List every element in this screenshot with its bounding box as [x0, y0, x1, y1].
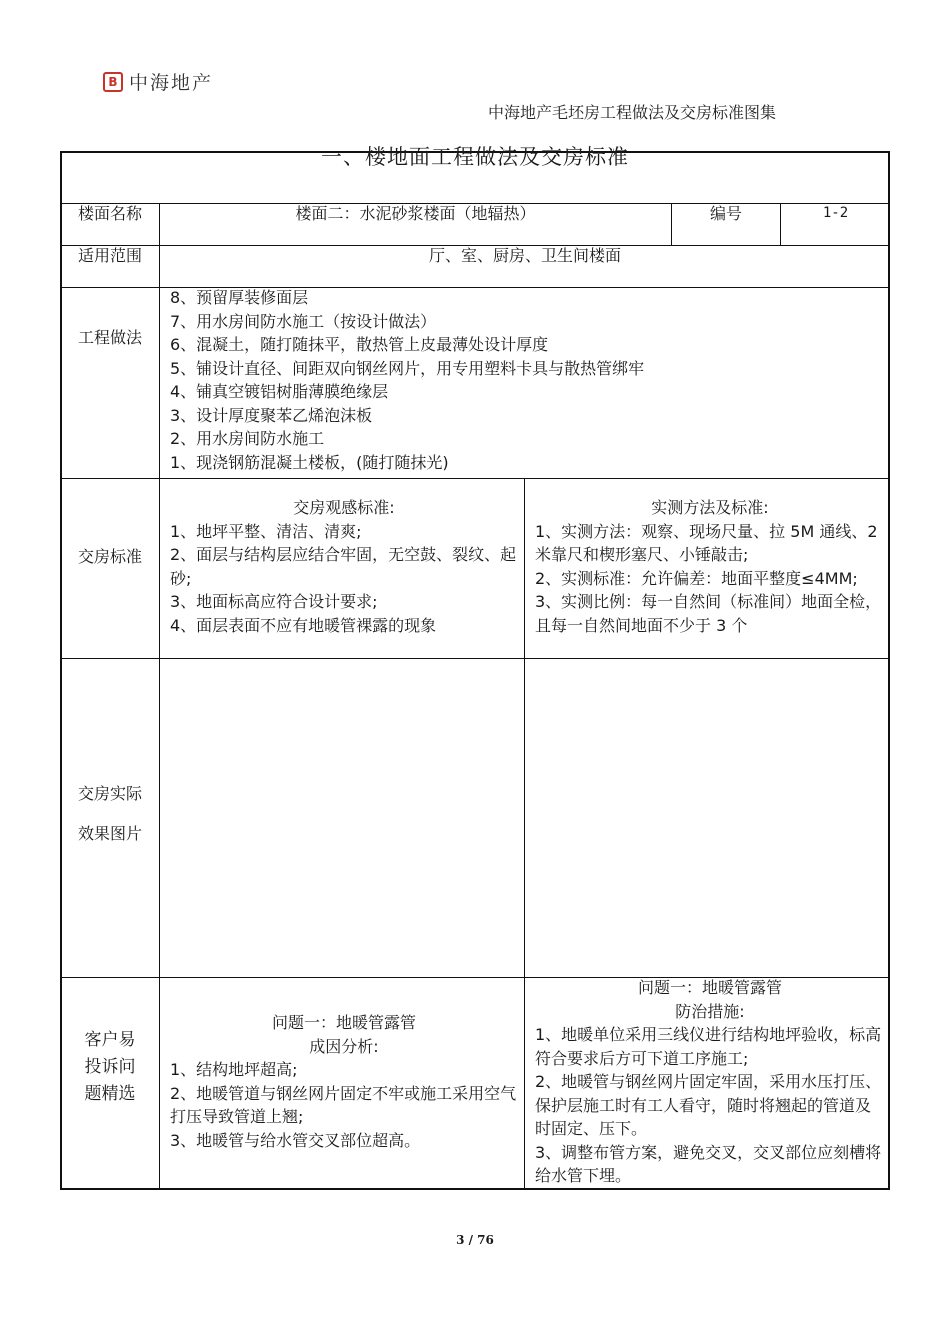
- complaint-title: 问题一：地暖管露管: [271, 1013, 416, 1032]
- cause-item: 2、地暖管道与钢丝网片固定不牢或施工采用空气打压导致管道上翘;: [170, 1083, 517, 1126]
- method-steps: [170, 286, 885, 474]
- floor-name-value: 楼面二：水泥砂浆楼面（地辐热）: [295, 204, 536, 223]
- standard-label: 交房标准: [77, 547, 142, 566]
- section-title: 一、楼地面工程做法及交房标准: [321, 145, 629, 169]
- cause-item: 1、结构地坪超高;: [170, 1060, 298, 1079]
- method-step: 8、预留厚装修面层: [170, 288, 309, 307]
- appearance-standard-item: 2、面层与结构层应结合牢固，无空鼓、裂纹、起砂;: [170, 545, 517, 588]
- appearance-standards: [170, 496, 518, 637]
- appearance-standard-item: 3、地面标高应符合设计要求;: [170, 592, 378, 611]
- complaint-measures: [535, 976, 885, 1188]
- logo-emblem: B: [103, 72, 123, 92]
- method-step: 2、用水房间防水施工: [170, 429, 325, 448]
- cause-item: 3、地暖管与给水管交叉部位超高。: [170, 1130, 421, 1150]
- scope-value: 厅、室、厨房、卫生间楼面: [428, 246, 621, 265]
- complaint-subtitle: 防治措施:: [675, 1001, 745, 1021]
- method-step: 4、铺真空镀铝树脂薄膜绝缘层: [170, 382, 389, 401]
- measurement-standards-title: 实测方法及标准:: [651, 498, 769, 517]
- method-step: 3、设计厚度聚苯乙烯泡沫板: [170, 405, 373, 425]
- complaints-label-line: 题精选: [84, 1084, 136, 1104]
- photos-label-line: 交房实际: [77, 784, 142, 803]
- code-value: 1-2: [822, 205, 849, 221]
- page-number: 3 / 76: [456, 1233, 494, 1247]
- complaints-label-line: 投诉问: [84, 1057, 136, 1077]
- scope-label: 适用范围: [77, 246, 142, 265]
- measure-item: 3、调整布管方案，避免交叉，交叉部位应刻槽将给水管下埋。: [535, 1142, 882, 1185]
- photos-label-line: 效果图片: [77, 824, 142, 843]
- method-step: 7、用水房间防水施工（按设计做法）: [170, 311, 437, 331]
- photo-placeholder-right: [525, 659, 890, 977]
- company-logo: [103, 68, 213, 95]
- method-label: 工程做法: [77, 328, 142, 347]
- complaints-label: [60, 1027, 160, 1108]
- table-rule: [60, 478, 890, 479]
- complaint-causes: [170, 1011, 518, 1152]
- method-step: 6、混凝土，随打随抹平，散热管上皮最薄处设计厚度: [170, 335, 549, 354]
- appearance-standard-item: 4、面层表面不应有地暖管裸露的现象: [170, 615, 437, 635]
- measure-item: 2、地暖管与钢丝网片固定牢固，采用水压打压、保护层施工时有工人看守，随时将翘起的管道及时固定、压下。: [535, 1072, 882, 1138]
- measurement-standard-item: 2、实测标准：允许偏差：地面平整度≤4MM;: [535, 568, 858, 588]
- measure-item: 1、地暖单位采用三线仪进行结构地坪验收，标高符合要求后方可下道工序施工;: [535, 1025, 882, 1068]
- logo-text: 中海地产: [129, 72, 214, 94]
- photos-label: [60, 774, 160, 854]
- complaint-title: 问题一：地暖管露管: [637, 978, 782, 997]
- document-header: 中海地产毛坯房工程做法及交房标准图集: [488, 103, 777, 122]
- method-step: 1、现浇钢筋混凝土楼板，(随打随抹光): [170, 452, 449, 472]
- appearance-standard-item: 1、地坪平整、清洁、清爽;: [170, 521, 362, 541]
- floor-name-label: 楼面名称: [77, 204, 142, 223]
- complaints-label-line: 客户易: [84, 1030, 136, 1050]
- measurement-standard-item: 1、实测方法：观察、现场尺量、拉 5M 通线、2 米靠尺和楔形塞尺、小锤敲击;: [535, 521, 878, 564]
- measurement-standard-item: 3、实测比例：每一自然间（标准间）地面全检，且每一自然间地面不少于 3 个: [535, 592, 882, 635]
- method-step: 5、铺设计直径、间距双向钢丝网片，用专用塑料卡具与散热管绑牢: [170, 358, 645, 378]
- code-label: 编号: [709, 204, 742, 223]
- appearance-standards-title: 交房观感标准:: [293, 498, 395, 517]
- photo-placeholder-left: [160, 659, 524, 977]
- measurement-standards: [535, 496, 885, 637]
- complaint-subtitle: 成因分析:: [309, 1036, 379, 1056]
